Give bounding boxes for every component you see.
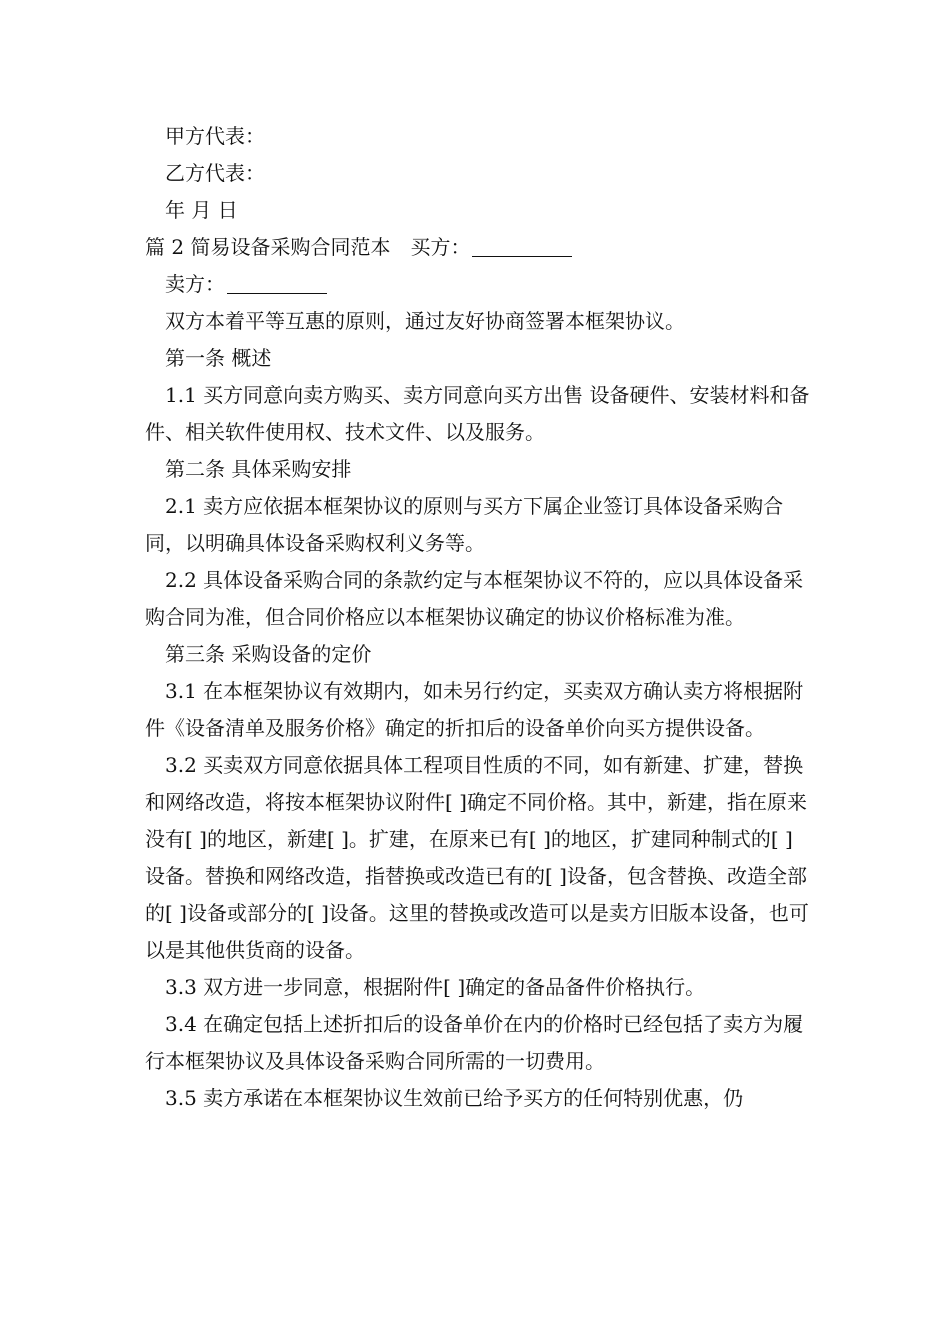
clause-3-2: 3.2 买卖双方同意依据具体工程项目性质的不同，如有新建、扩建，替换和网络改造，将按本框架协议附件[ ]确定不同价格。其中，新建，指在原来没有[ ]的地区，新建[ ]。扩建，在原来已有[ ]的地区，扩建同种制式的[ ]设备。替换和网络改造，指替换或改造已有的[ ]设备，包含替换、改造全部的[ ]设备或部分的[ ]设备。这里的替换或改造可以是卖方旧版本设备，也可以是其他供货商的设备。 bbox=[145, 753, 809, 962]
section-title-line bbox=[145, 229, 810, 266]
seller-line bbox=[145, 266, 810, 303]
clause-3-5: 3.5 卖方承诺在本框架协议生效前已给予买方的任何特别优惠，仍 bbox=[165, 1086, 744, 1110]
clause-3-1: 3.1 在本框架协议有效期内，如未另行约定，买卖双方确认卖方将根据附件《设备清单及服务价格》确定的折扣后的设备单价向买方提供设备。 bbox=[145, 679, 804, 740]
party-b-representative: 乙方代表： bbox=[165, 161, 265, 185]
clause-1-1: 1.1 买方同意向卖方购买、卖方同意向买方出售 设备硬件、安装材料和备件、相关软件使用权、技术文件、以及服务。 bbox=[145, 383, 810, 444]
buyer-blank bbox=[472, 234, 572, 257]
clause-2-1: 2.1 卖方应依据本框架协议的原则与买方下属企业签订具体设备采购合同，以明确具体设备采购权利义务等。 bbox=[145, 494, 784, 555]
section-title: 篇 2 简易设备采购合同范本 bbox=[145, 235, 391, 259]
signature-date: 年 月 日 bbox=[165, 198, 238, 222]
clause-2-2: 2.2 具体设备采购合同的条款约定与本框架协议不符的，应以具体设备采购合同为准，但合同价格应以本框架协议确定的协议价格标准为准。 bbox=[145, 568, 804, 629]
party-a-representative: 甲方代表： bbox=[165, 124, 265, 148]
seller-label: 卖方： bbox=[165, 272, 225, 296]
buyer-label: 买方： bbox=[410, 235, 471, 259]
document-page bbox=[145, 118, 810, 1117]
paragraph-intro: 双方本着平等互惠的原则，通过友好协商签署本框架协议。 bbox=[165, 309, 685, 333]
clause-3-3: 3.3 双方进一步同意，根据附件[ ]确定的备品备件价格执行。 bbox=[165, 975, 706, 999]
article-1-heading: 第一条 概述 bbox=[165, 346, 272, 370]
article-2-heading: 第二条 具体采购安排 bbox=[165, 457, 352, 481]
article-3-heading: 第三条 采购设备的定价 bbox=[165, 642, 372, 666]
seller-blank bbox=[227, 271, 327, 294]
clause-3-4: 3.4 在确定包括上述折扣后的设备单价在内的价格时已经包括了卖方为履行本框架协议及具体设备采购合同所需的一切费用。 bbox=[145, 1012, 804, 1073]
